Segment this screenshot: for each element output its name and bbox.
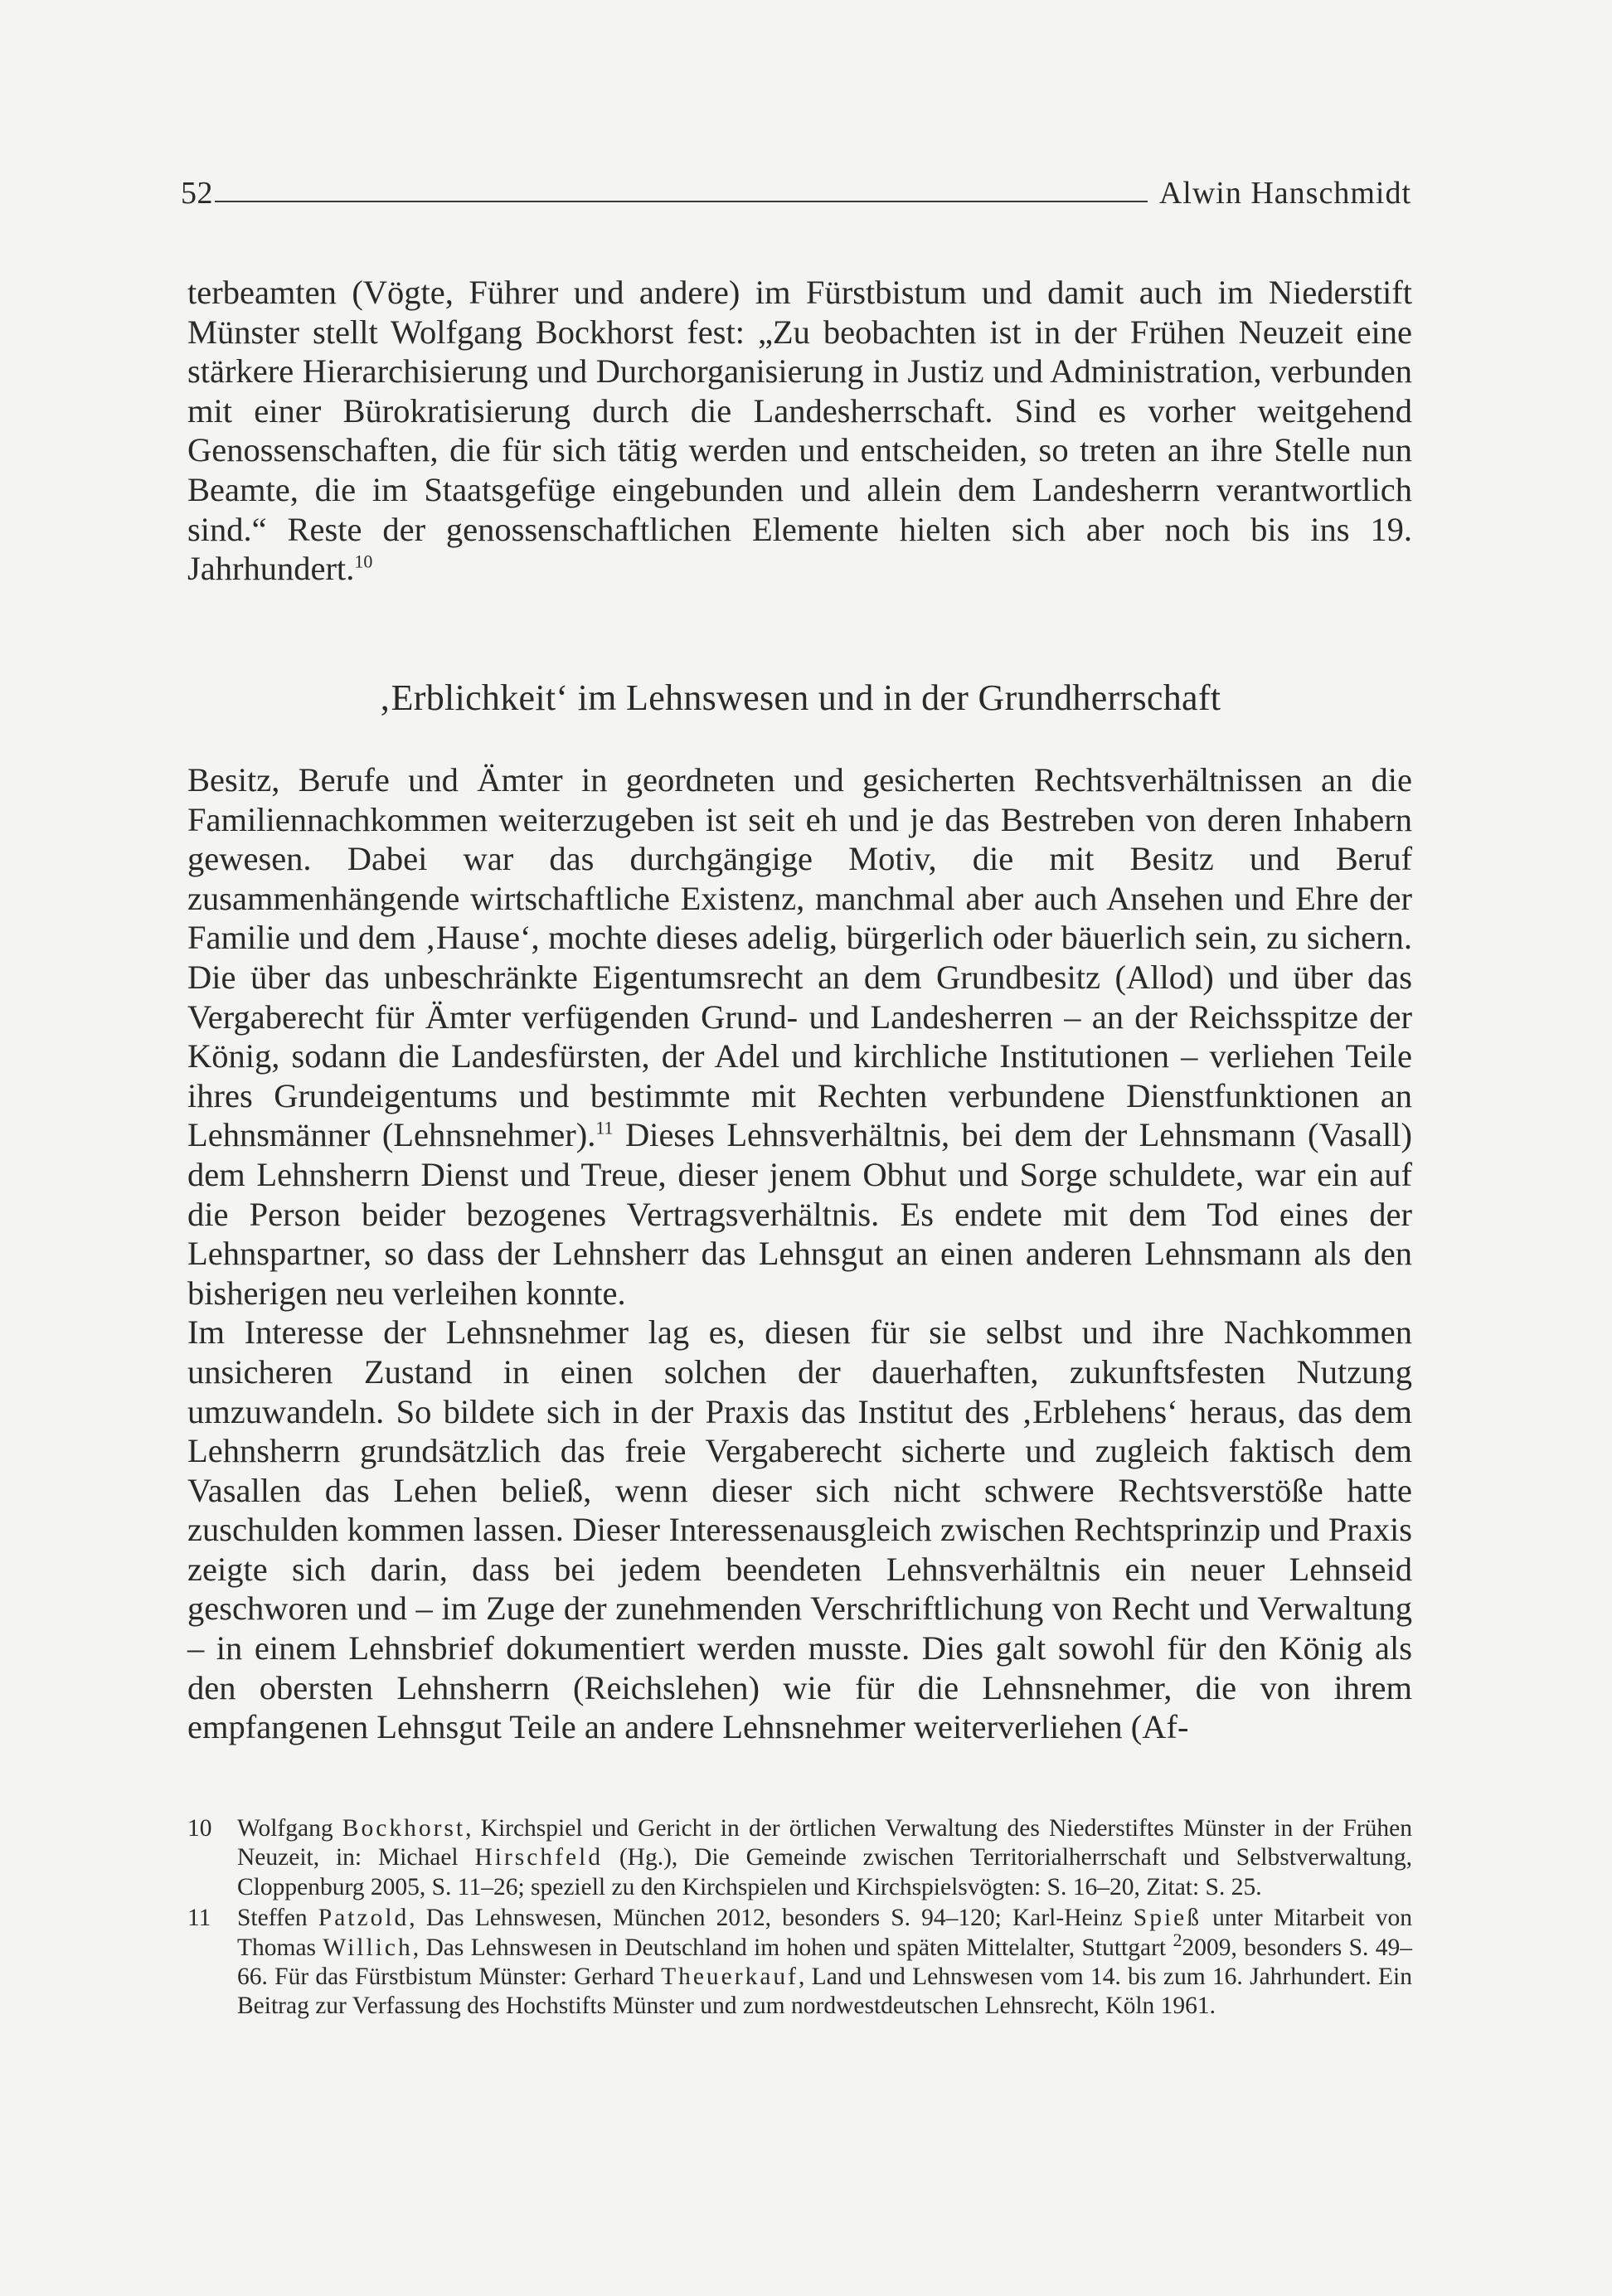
footnote-11 [187, 1904, 1412, 2022]
author-name: Spieß [1133, 1905, 1202, 1932]
body-paragraph-3 [187, 1313, 1412, 1747]
footnote-text: Wolfgang Bockhorst, Kirchspiel und Gericht in der örtlichen Verwaltung des Niederstiftes Münster in der Frühen Neuzeit, in: Michael Hirschfeld (Hg.), Die Gemeinde zwischen Territorialherrschaft und Selbstverwaltung, Cloppenburg 2005, S. 11–26; speziell zu den Kirchspielen und Kirchspielsvögten: S. 16–20, Zitat: S. 25. [237, 1815, 1412, 1900]
body-paragraph-2 [187, 760, 1412, 1313]
author-name: Hirschfeld [474, 1844, 603, 1871]
footnote-number: 11 [187, 1905, 211, 1932]
footnote-reference: 11 [595, 1117, 614, 1138]
author-name: Bockhorst [342, 1815, 466, 1842]
footnote-10 [187, 1814, 1412, 1902]
header-rule [215, 201, 1148, 202]
edition-superscript: 2 [1173, 1929, 1182, 1950]
paragraph-text: Dieses Lehnsverhältnis, bei dem der Lehnsmann (Vasall) dem Lehnsherrn Dienst und Treue, dieser jenem Obhut und Sorge schuldete, war ein auf die Person beider bezogenes Vertragsverhältnis. Es endete mit dem Tod eines der Lehnspartner, so dass der Lehnsherr das Lehnsgut an einen anderen Lehnsmann als den bisherigen neu verleihen konnte. [187, 1116, 1412, 1312]
author-name: Theuerkauf [661, 1963, 799, 1991]
body-section-text [187, 760, 1412, 1747]
author-name: Willich [323, 1934, 413, 1961]
footnotes [187, 1814, 1412, 2023]
section-heading: ‚Erblichkeit‘ im Lehnswesen und in der Grundherrschaft [378, 677, 1221, 718]
footnote-text: Steffen Patzold, Das Lehnswesen, München 2012, besonders S. 94–120; Karl-Heinz Spieß unter Mitarbeit von Thomas Willich, Das Lehnswesen in Deutschland im hohen und späten Mittelalter, Stuttgart $^2$2009, besonders S. 49–66. Für das Fürstbistum Münster: Gerhard Theuerkauf, Land und Lehnswesen vom 14. bis zum 16. Jahrhundert. Ein Beitrag zur Verfassung des Hochstifts Münster und zum nordwestdeutschen Lehnsrecht, Köln 1961. [237, 1905, 1412, 2020]
paragraph-text: Besitz, Berufe und Ämter in geordneten und gesicherten Rechtsverhältnissen an die Familiennachkommen weiterzugeben ist seit eh und je das Bestreben von deren Inhabern gewesen. Dabei war das durchgängige Motiv, die mit Besitz und Beruf zusammenhängende wirtschaftliche Existenz, manchmal aber auch Ansehen und Ehre der Familie und dem ‚Hause‘, mochte dieses adelig, bürgerlich oder bäuerlich sein, zu sichern. Die über das unbeschränkte Eigentumsrecht an dem Grundbesitz (Allod) und über das Vergaberecht für Ämter verfügenden Grund- und Landesherren – an der Reichsspitze der König, sodann die Landesfürsten, der Adel und kirchliche Institutionen – verliehen Teile ihres Grundeigentums und bestimmte mit Rechten verbundene Dienstfunktionen an Lehnsmänner (Lehnsnehmer). [187, 761, 1412, 1154]
paragraph-text: terbeamten (Vögte, Führer und andere) im Fürstbistum und damit auch im Niederstift Münster stellt Wolfgang Bockhorst fest: „Zu beobachten ist in der Frühen Neuzeit eine stärkere Hierarchisierung und Durchorganisierung in Justiz und Administration, verbunden mit einer Bürokratisierung durch die Landesherrschaft. Sind es vorher weitgehend Genossenschaften, die für sich tätig werden und entscheiden, so treten an ihre Stelle nun Beamte, die im Staatsgefüge eingebunden und allein dem Landesherrn verantwortlich sind.“ Reste der genossenschaftlichen Elemente hielten sich aber noch bis ins 19. Jahrhundert. [187, 274, 1412, 588]
author-name: Patzold [318, 1905, 410, 1932]
running-header [181, 159, 1411, 209]
footnote-reference: 10 [354, 551, 373, 572]
page-number: 52 [181, 176, 213, 211]
running-head-author: Alwin Hanschmidt [1158, 176, 1411, 211]
paragraph-text: Im Interesse der Lehnsnehmer lag es, diesen für sie selbst und ihre Nachkommen unsicheren Zustand in einen solchen der dauerhaften, zukunftsfesten Nutzung umzuwandeln. So bildete sich in der Praxis das Institut des ‚Erblehens‘ heraus, das dem Lehnsherrn grundsätzlich das freie Vergaberecht sicherte und zugleich faktisch dem Vasallen das Lehen beließ, wenn dieser sich nicht schwere Rechtsverstöße hatte zuschulden kommen lassen. Dieser Interessenausgleich zwischen Rechtsprinzip und Praxis zeigte sich darin, dass bei jedem beendeten Lehnsverhältnis ein neuer Lehnseid geschworen und – im Zuge der zunehmenden Verschriftlichung von Recht und Verwaltung – in einem Lehnsbrief dokumentiert werden musste. Dies galt sowohl für den König als den obersten Lehnsherrn (Reichslehen) wie für die Lehnsnehmer, die von ihrem empfangenen Lehnsgut Teile an andere Lehnsnehmer weiterverliehen (Af- [187, 1313, 1412, 1746]
footnote-number: 10 [187, 1815, 212, 1842]
body-paragraph-1 [187, 273, 1412, 589]
